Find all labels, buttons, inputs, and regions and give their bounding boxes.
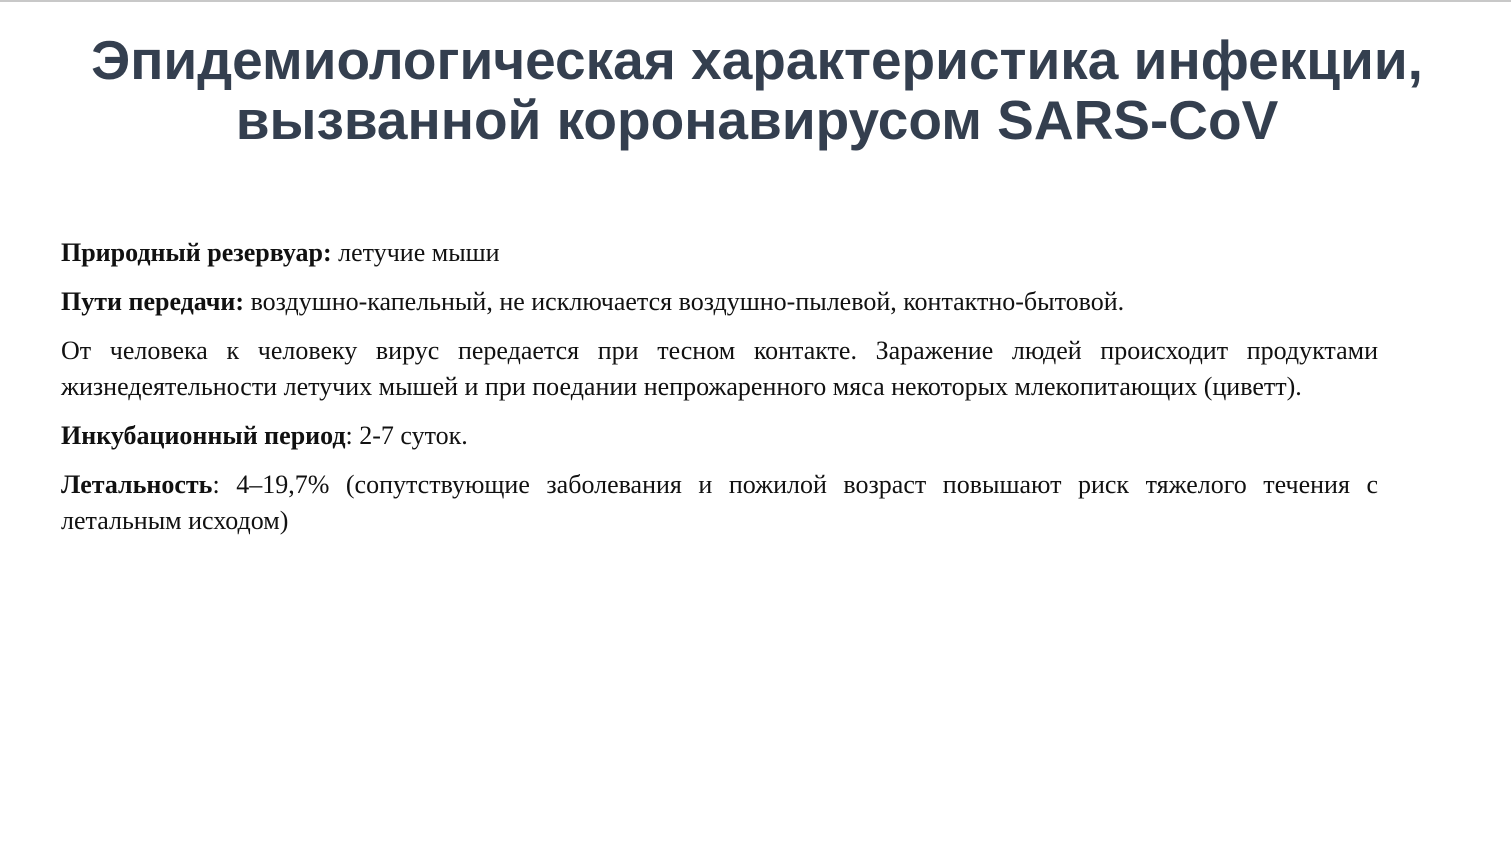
reservoir-label: Природный резервуар:	[61, 238, 332, 267]
reservoir-text: летучие мыши	[331, 238, 500, 267]
paragraph-lethality	[61, 467, 1378, 539]
paragraph-reservoir	[61, 235, 1378, 271]
slide-title: Эпидемиологическая характеристика инфекции, вызванной коронавирусом SARS-CoV	[91, 29, 1423, 151]
paragraph-transmission	[61, 284, 1378, 320]
lethality-text: : 4–19,7% (сопутствующие заболевания и пожилой возраст повышают риск тяжелого течения с летальным исходом)	[61, 470, 1378, 535]
paragraph-spread	[61, 333, 1378, 405]
transmission-text: воздушно-капельный, не исключается воздушно-пылевой, контактно-бытовой.	[244, 287, 1125, 316]
slide-content	[61, 235, 1378, 552]
transmission-label: Пути передачи:	[61, 287, 245, 316]
incubation-text: : 2-7 суток.	[345, 421, 468, 450]
spread-text: От человека к человеку вирус передается при тесном контакте. Заражение людей происходит продуктами жизнедеятельности летучих мышей и при поедании непрожаренного мяса некоторых млекопитающих (циветт).	[61, 336, 1378, 401]
incubation-label: Инкубационный период	[61, 421, 346, 450]
paragraph-incubation	[61, 418, 1378, 454]
lethality-label: Летальность	[61, 470, 213, 499]
